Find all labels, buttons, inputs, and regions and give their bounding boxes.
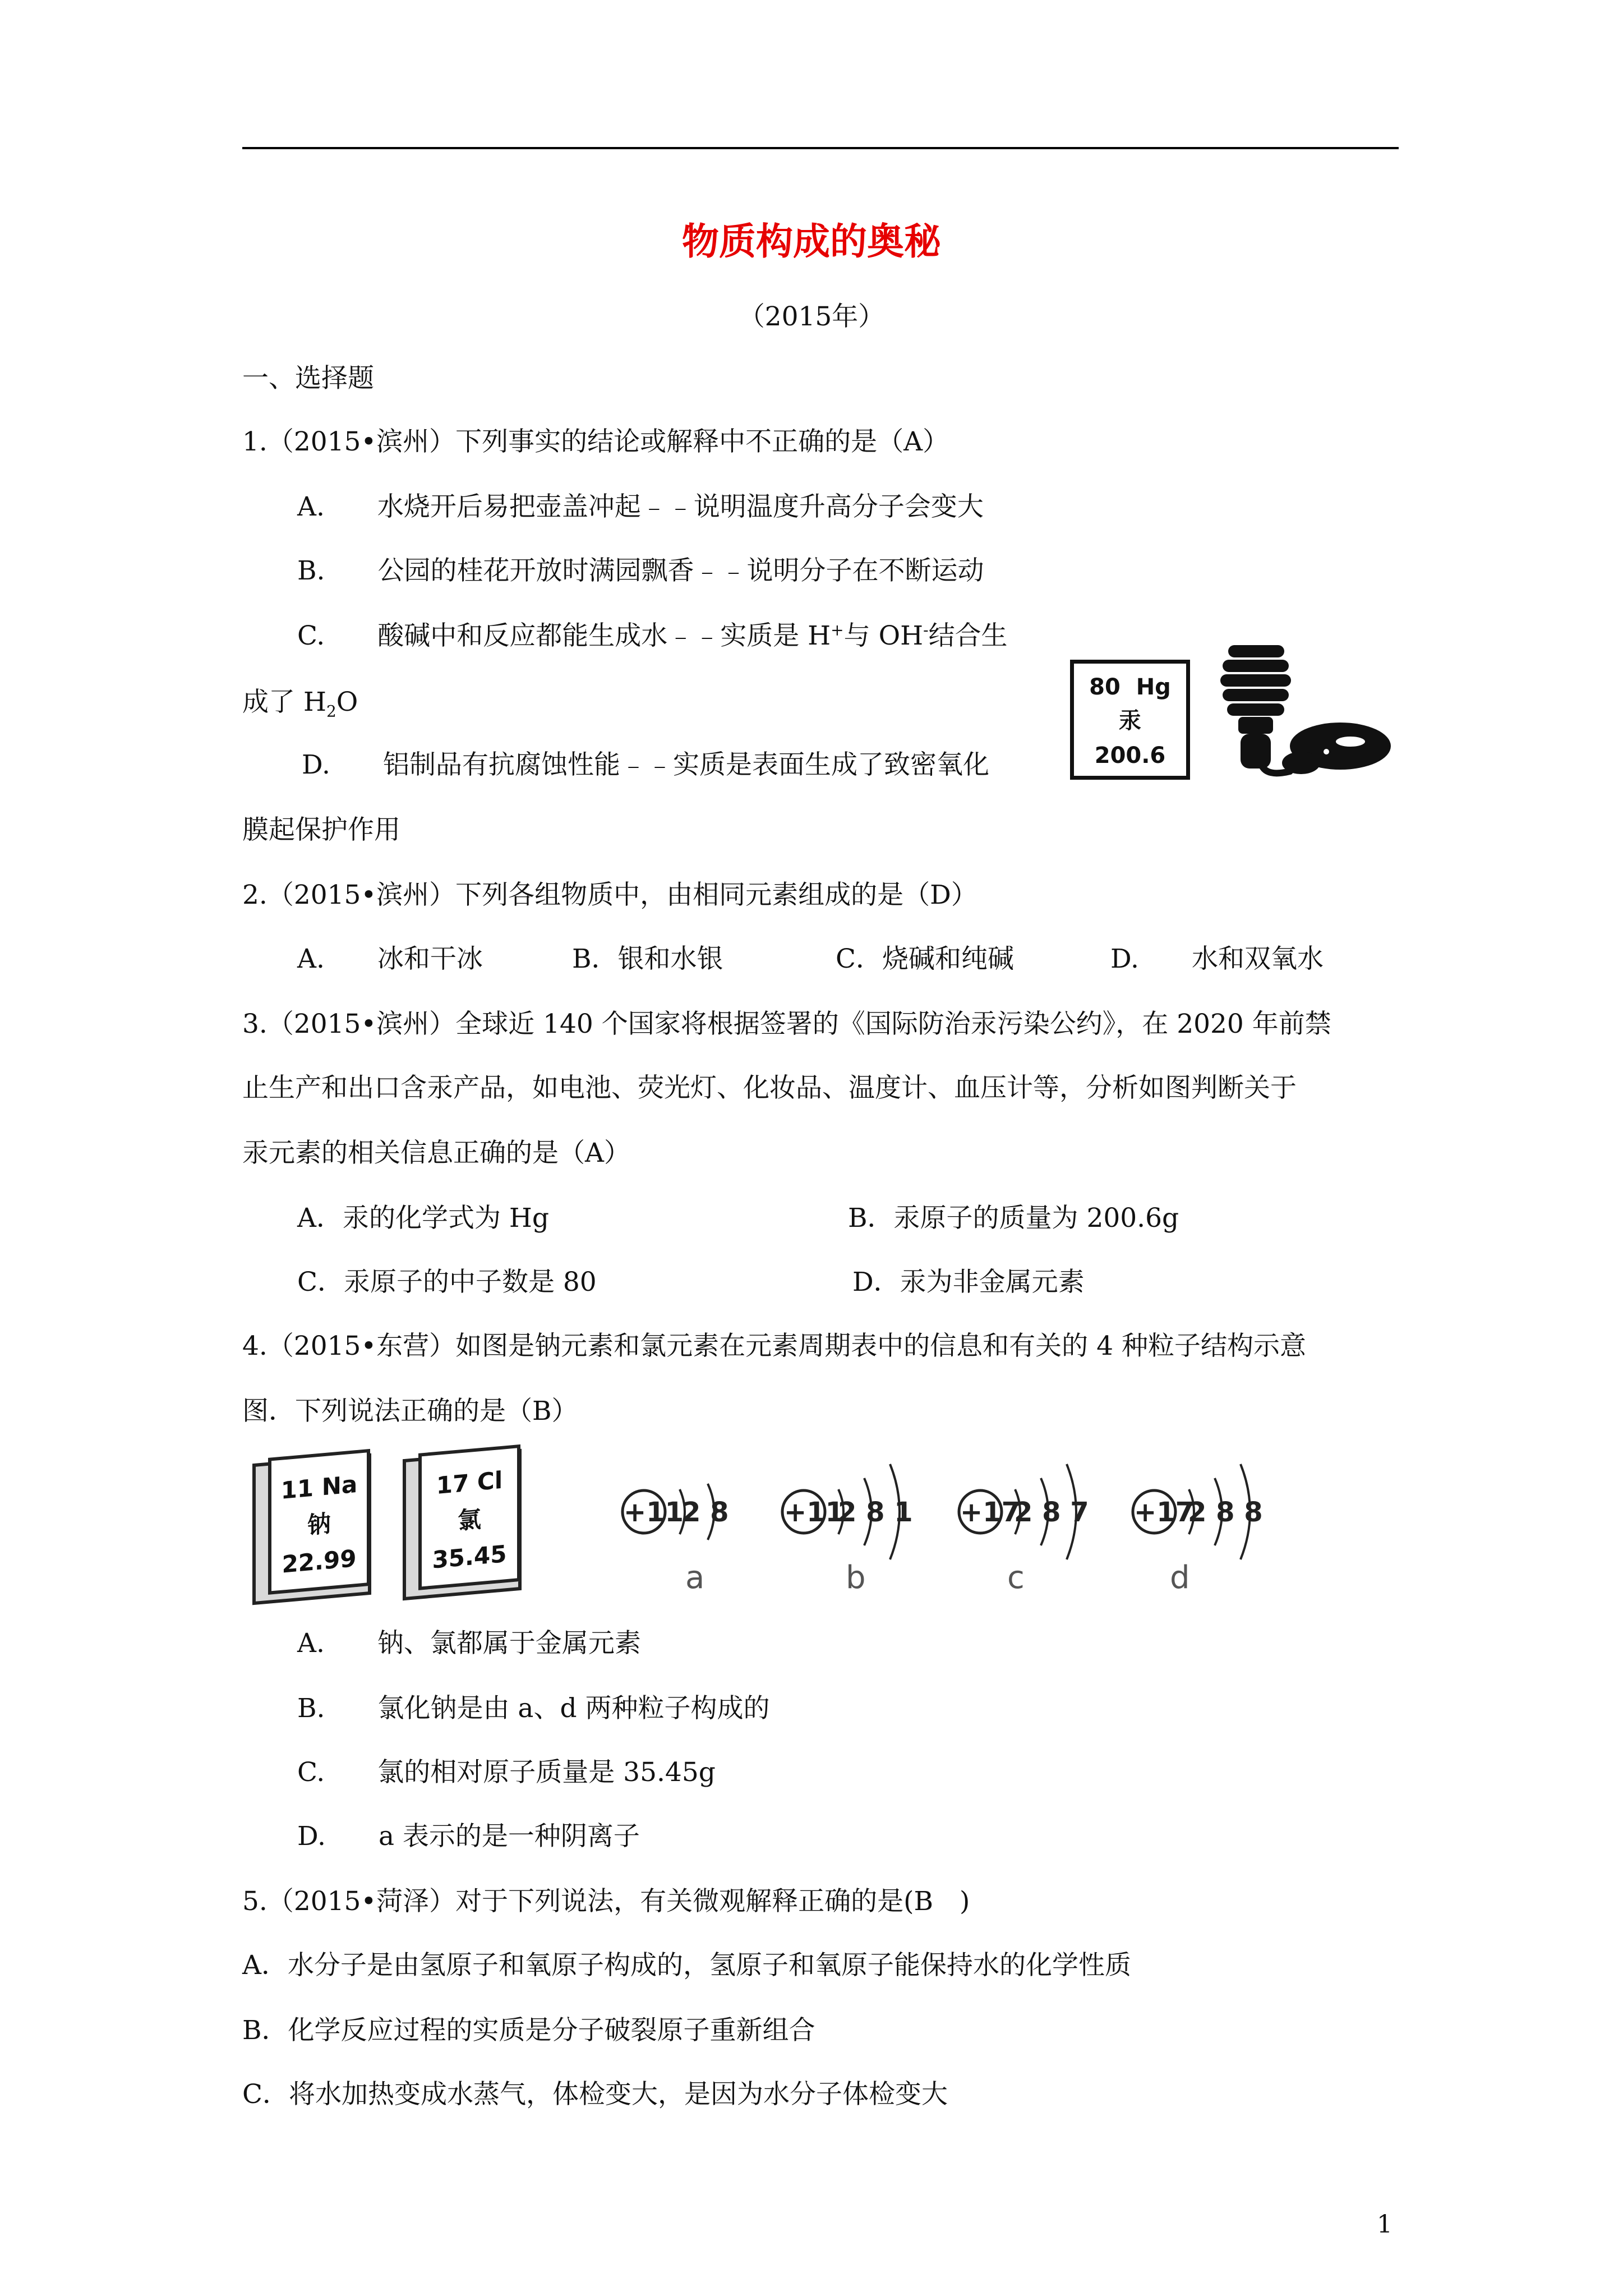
q1-option-c-cont: 成了 $H_2O$ [242, 687, 358, 721]
section-heading: 一、选择题 [242, 363, 374, 394]
particle-b-core: +11 [784, 1497, 845, 1528]
header-rule [242, 147, 1399, 149]
q4-option-b: B. 氯化钠是由 a、d 两种粒子构成的 [297, 1693, 770, 1724]
q5-option-c: C．将水加热变成水蒸气，体检变大，是因为水分子体检变大 [242, 2079, 948, 2110]
q3-line-1: 3.（2015•滨州）全球近 140 个国家将根据签署的《国际防治汞污染公约》，在 2020 年前禁 [242, 1009, 1331, 1039]
sodium-mass: 22.99 [282, 1544, 357, 1579]
q5-stem: 5.（2015•菏泽）对于下列说法，有关微观解释正确的是(B ) [242, 1886, 970, 1917]
mercury-lamp-figure [1206, 645, 1396, 780]
mercury-mass: 200.6 [1094, 743, 1166, 769]
particle-a-core: +11 [624, 1497, 684, 1528]
chlorine-element-card [403, 1449, 522, 1601]
page-title: 物质构成的奥秘 [682, 219, 941, 263]
q4-option-c: C. 氯的相对原子质量是 35.45g [297, 1757, 716, 1788]
sodium-name: 钠 [307, 1510, 331, 1539]
chlorine-card-face [418, 1444, 520, 1590]
page-number: 1 [1377, 2210, 1393, 2239]
particle-c-label: c [1007, 1559, 1025, 1596]
sodium-card-face [268, 1449, 370, 1595]
q1-option-d-cont: 膜起保护作用 [242, 815, 400, 845]
q5-option-a: A．水分子是由氢原子和氧原子构成的，氢原子和氧原子能保持水的化学性质 [242, 1950, 1131, 1981]
q4-option-d: D. a 表示的是一种阴离子 [297, 1821, 640, 1852]
q1-option-a: A. 水烧开后易把壶盖冲起﹣﹣说明温度升高分子会变大 [297, 491, 984, 522]
sodium-element-card [252, 1453, 371, 1605]
sodium-number-symbol: 11 Na [280, 1470, 358, 1504]
particle-d-shells: 2 8 8 [1188, 1497, 1263, 1528]
q3-option-b: B．汞原子的质量为 200.6g [848, 1203, 1179, 1234]
q3-line-2: 止生产和出口含汞产品，如电池、荧光灯、化妆品、温度计、血压计等，分析如图判断关于 [242, 1073, 1297, 1103]
q2-option-d: D. 水和双氧水 [1110, 944, 1324, 974]
q2-stem: 2.（2015•滨州）下列各组物质中，由相同元素组成的是（D） [242, 880, 978, 910]
particle-d-core: +17 [1134, 1497, 1195, 1528]
particle-a-label: a [685, 1559, 705, 1596]
mercury-number-symbol: 80 Hg [1089, 674, 1171, 700]
mercury-element-card [1070, 660, 1190, 780]
chlorine-name: 氯 [457, 1505, 481, 1535]
q1-stem: 1.（2015•滨州）下列事实的结论或解释中不正确的是（A） [242, 426, 949, 457]
q3-option-a: A．汞的化学式为 Hg [297, 1203, 549, 1234]
chlorine-mass: 35.45 [432, 1540, 507, 1574]
q3-line-3: 汞元素的相关信息正确的是（A） [242, 1138, 630, 1168]
particle-b-label: b [846, 1559, 866, 1596]
particle-c-shells: 2 8 7 [1014, 1497, 1089, 1528]
page-year: （2015年） [738, 301, 885, 332]
q1-option-d: D. 铝制品有抗腐蚀性能﹣﹣实质是表面生成了致密氧化 [302, 749, 989, 780]
q1-option-b: B. 公园的桂花开放时满园飘香﹣﹣说明分子在不断运动 [297, 555, 984, 586]
chlorine-number-symbol: 17 Cl [436, 1466, 503, 1500]
q4-line-2: 图．下列说法正确的是（B） [242, 1396, 578, 1427]
q1-option-c: C. 酸碱中和反应都能生成水﹣﹣实质是 H+与 OH-结合生 [297, 620, 1008, 651]
q4-option-a: A. 钠、氯都属于金属元素 [297, 1628, 641, 1659]
q3-option-d: D．汞为非金属元素 [852, 1267, 1085, 1297]
q4-line-1: 4.（2015•东营）如图是钠元素和氯元素在元素周期表中的信息和有关的 4 种粒子结构示意 [242, 1331, 1306, 1361]
q5-option-b: B．化学反应过程的实质是分子破裂原子重新组合 [242, 2015, 815, 2046]
q2-option-c: C．烧碱和纯碱 [836, 944, 1014, 974]
particle-d-label: d [1170, 1559, 1190, 1596]
q2-option-b: B．银和水银 [572, 944, 723, 974]
particle-a-shells: 2 8 [682, 1497, 729, 1528]
particle-b-shells: 2 8 1 [838, 1497, 913, 1528]
q2-option-a: A. 冰和干冰 [297, 944, 483, 974]
q3-option-c: C．汞原子的中子数是 80 [297, 1267, 597, 1297]
particle-c-core: +17 [960, 1497, 1021, 1528]
mercury-name: 汞 [1119, 708, 1141, 734]
